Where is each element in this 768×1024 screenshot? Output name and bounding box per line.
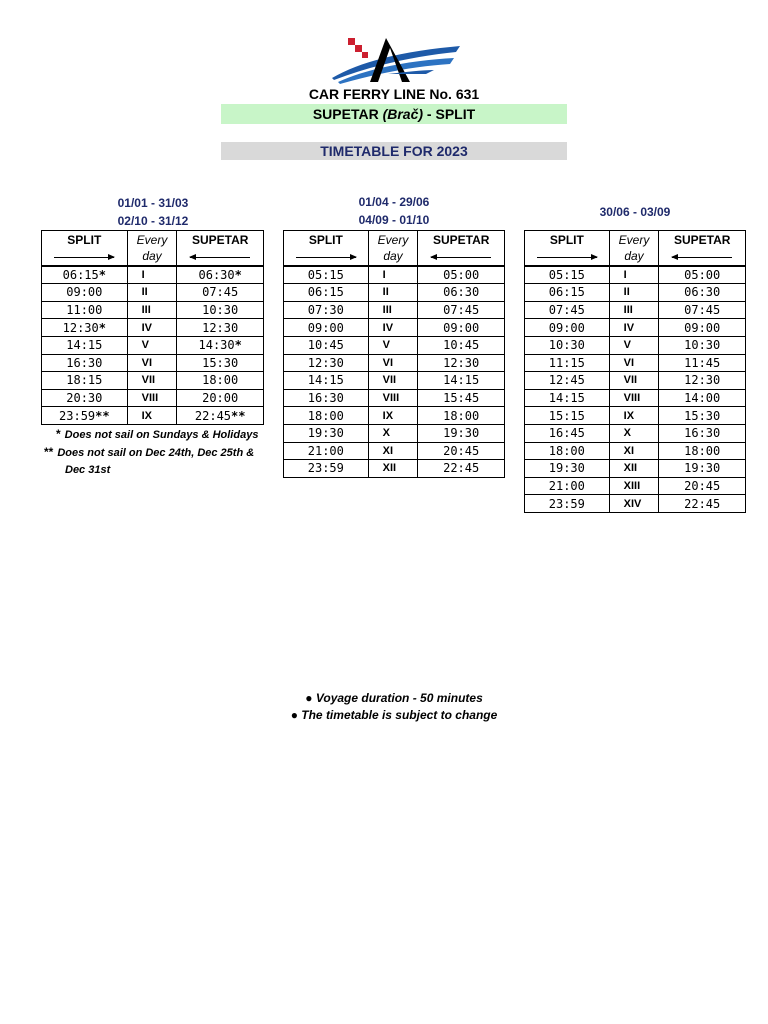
- table-row: [42, 372, 264, 390]
- voyage-number: VIII: [127, 389, 177, 407]
- table-row: [525, 407, 746, 425]
- split-time: 20:30: [42, 389, 128, 407]
- table-row: [284, 336, 505, 354]
- supetar-time: 18:00: [177, 372, 264, 390]
- voyage-number: V: [127, 336, 177, 354]
- split-time: 11:00: [42, 301, 128, 319]
- voyage-number: XIV: [609, 495, 659, 513]
- supetar-time: 10:45: [418, 336, 505, 354]
- voyage-number: XI: [368, 442, 418, 460]
- split-time: 23:59**: [42, 407, 128, 425]
- voyage-number: IX: [127, 407, 177, 425]
- timetable-period-3: [524, 230, 746, 513]
- table-row: [284, 372, 505, 390]
- supetar-time: 06:30*: [177, 266, 264, 284]
- table-row: [525, 301, 746, 319]
- voyage-number: IX: [609, 407, 659, 425]
- voyage-number: I: [368, 266, 418, 284]
- supetar-time: 06:30: [418, 284, 505, 302]
- footnote-text: Does not sail on Sundays & Holidays: [64, 429, 259, 441]
- supetar-time: 20:45: [418, 442, 505, 460]
- direction-left-arrow-icon: [177, 248, 264, 266]
- voyage-number: X: [368, 424, 418, 442]
- day-header: day: [127, 248, 177, 266]
- voyage-number: VIII: [368, 389, 418, 407]
- table-row: [284, 460, 505, 478]
- split-time: 12:30: [284, 354, 369, 372]
- route-italic: (Brač): [382, 106, 424, 122]
- split-time: 18:00: [525, 442, 610, 460]
- footnote-single-star: [56, 425, 276, 444]
- voyage-number: I: [609, 266, 659, 284]
- table-row: [284, 301, 505, 319]
- supetar-time: 05:00: [418, 266, 505, 284]
- table-row: [284, 442, 505, 460]
- period-2-label: [284, 193, 504, 229]
- split-time: 10:30: [525, 336, 610, 354]
- table-row: [284, 389, 505, 407]
- direction-right-arrow-icon: [284, 248, 369, 266]
- voyage-number: I: [127, 266, 177, 284]
- supetar-time: 18:00: [418, 407, 505, 425]
- voyage-number: V: [609, 336, 659, 354]
- split-time: 07:30: [284, 301, 369, 319]
- split-time: 16:30: [284, 389, 369, 407]
- table-row: [284, 354, 505, 372]
- footnote-mark: **: [231, 408, 246, 423]
- split-time: 14:15: [42, 336, 128, 354]
- split-time: 07:45: [525, 301, 610, 319]
- split-time: 14:15: [525, 389, 610, 407]
- voyage-number: IX: [368, 407, 418, 425]
- supetar-time: 16:30: [659, 424, 746, 442]
- footnote-mark: *: [234, 338, 242, 353]
- split-time: 05:15: [525, 266, 610, 284]
- timetable-period-1: [41, 230, 264, 425]
- split-time: 19:30: [525, 460, 610, 478]
- day-header: day: [368, 248, 418, 266]
- supetar-time: 15:30: [177, 354, 264, 372]
- supetar-time: 15:45: [418, 389, 505, 407]
- supetar-time: 12:30: [418, 354, 505, 372]
- supetar-time: 10:30: [177, 301, 264, 319]
- split-time: 06:15: [525, 284, 610, 302]
- voyage-number: XIII: [609, 477, 659, 495]
- split-time: 21:00: [525, 477, 610, 495]
- route-suffix: - SPLIT: [423, 106, 476, 122]
- timetable-period-2: [283, 230, 505, 478]
- supetar-time: 09:00: [659, 319, 746, 337]
- supetar-time: 19:30: [659, 460, 746, 478]
- table-row: [525, 354, 746, 372]
- voyage-number: VII: [127, 372, 177, 390]
- split-time: 23:59: [284, 460, 369, 478]
- split-time: 18:00: [284, 407, 369, 425]
- table-row: [525, 319, 746, 337]
- table-row: [525, 284, 746, 302]
- voyage-number: III: [127, 301, 177, 319]
- every-header: Every: [368, 231, 418, 249]
- route-title: [221, 104, 567, 124]
- supetar-time: 11:45: [659, 354, 746, 372]
- voyage-number: XI: [609, 442, 659, 460]
- split-time: 16:30: [42, 354, 128, 372]
- split-time: 09:00: [284, 319, 369, 337]
- supetar-time: 05:00: [659, 266, 746, 284]
- every-header: Every: [127, 231, 177, 249]
- supetar-time: 12:30: [659, 372, 746, 390]
- every-header: Every: [609, 231, 659, 249]
- split-time: 12:30*: [42, 319, 128, 337]
- footnote-text: Does not sail on Dec 24th, Dec 25th &: [57, 447, 255, 459]
- table-row: [42, 284, 264, 302]
- footnote-mark: *: [98, 320, 106, 335]
- voyage-number: II: [368, 284, 418, 302]
- supetar-time: 14:00: [659, 389, 746, 407]
- table-row: [42, 301, 264, 319]
- table-row: [525, 266, 746, 284]
- supetar-time: 15:30: [659, 407, 746, 425]
- supetar-time: 18:00: [659, 442, 746, 460]
- voyage-number: II: [127, 284, 177, 302]
- voyage-number: III: [368, 301, 418, 319]
- voyage-number: VIII: [609, 389, 659, 407]
- split-header: SPLIT: [42, 231, 128, 249]
- period-3-label: [524, 203, 746, 221]
- supetar-time: 07:45: [418, 301, 505, 319]
- footnote-double-star: [44, 443, 274, 462]
- voyage-duration-note: ● Voyage duration - 50 minutes: [305, 691, 483, 705]
- voyage-number: III: [609, 301, 659, 319]
- supetar-header: SUPETAR: [177, 231, 264, 249]
- route-prefix: SUPETAR: [312, 106, 383, 122]
- table-row: [42, 354, 264, 372]
- voyage-number: XII: [609, 460, 659, 478]
- supetar-time: 14:30*: [177, 336, 264, 354]
- supetar-time: 22:45**: [177, 407, 264, 425]
- split-time: 06:15: [284, 284, 369, 302]
- voyage-number: VII: [368, 372, 418, 390]
- supetar-time: 12:30: [177, 319, 264, 337]
- voyage-number: VI: [609, 354, 659, 372]
- supetar-time: 22:45: [418, 460, 505, 478]
- table-row: [525, 336, 746, 354]
- split-time: 14:15: [284, 372, 369, 390]
- table-row: [42, 336, 264, 354]
- supetar-time: 20:00: [177, 389, 264, 407]
- voyage-number: V: [368, 336, 418, 354]
- period-2-range-1: 01/04 - 29/06: [358, 195, 430, 209]
- table-row: [525, 372, 746, 390]
- period-1-range-2: 02/10 - 31/12: [117, 214, 189, 228]
- footnote-mark: *: [234, 267, 242, 282]
- table-row: [525, 460, 746, 478]
- split-time: 23:59: [525, 495, 610, 513]
- split-header: SPLIT: [525, 231, 610, 249]
- voyage-number: VII: [609, 372, 659, 390]
- voyage-number: X: [609, 424, 659, 442]
- split-time: 19:30: [284, 424, 369, 442]
- voyage-number: IV: [127, 319, 177, 337]
- ferry-line-title: CAR FERRY LINE No. 631: [308, 86, 480, 102]
- footer-notes: [200, 690, 588, 724]
- table-row: [42, 319, 264, 337]
- split-time: 09:00: [42, 284, 128, 302]
- day-header: day: [609, 248, 659, 266]
- direction-right-arrow-icon: [525, 248, 610, 266]
- supetar-time: 06:30: [659, 284, 746, 302]
- table-row: [284, 284, 505, 302]
- supetar-time: 09:00: [418, 319, 505, 337]
- supetar-time: 10:30: [659, 336, 746, 354]
- split-time: 12:45: [525, 372, 610, 390]
- voyage-number: VI: [127, 354, 177, 372]
- table-row: [284, 407, 505, 425]
- table-row: [284, 266, 505, 284]
- voyage-number: IV: [609, 319, 659, 337]
- table-row: [284, 424, 505, 442]
- split-header: SPLIT: [284, 231, 369, 249]
- table-row: [42, 266, 264, 284]
- split-time: 21:00: [284, 442, 369, 460]
- table-row: [284, 319, 505, 337]
- direction-right-arrow-icon: [42, 248, 128, 266]
- period-1-range-1: 01/01 - 31/03: [117, 196, 189, 210]
- table-row: [42, 389, 264, 407]
- table-row: [525, 389, 746, 407]
- voyage-number: IV: [368, 319, 418, 337]
- footnote-double-star-cont: Dec 31st: [65, 464, 111, 476]
- supetar-time: 22:45: [659, 495, 746, 513]
- split-time: 18:15: [42, 372, 128, 390]
- split-time: 06:15*: [42, 266, 128, 284]
- table-row: [525, 477, 746, 495]
- supetar-time: 14:15: [418, 372, 505, 390]
- split-time: 16:45: [525, 424, 610, 442]
- supetar-header: SUPETAR: [659, 231, 746, 249]
- supetar-time: 19:30: [418, 424, 505, 442]
- supetar-header: SUPETAR: [418, 231, 505, 249]
- period-1-label: [42, 194, 264, 230]
- voyage-number: XII: [368, 460, 418, 478]
- direction-left-arrow-icon: [418, 248, 505, 266]
- supetar-time: 07:45: [177, 284, 264, 302]
- table-row: [525, 442, 746, 460]
- footnote-mark: *: [98, 267, 106, 282]
- timetable-title: TIMETABLE FOR 2023: [221, 142, 567, 160]
- subject-to-change-note: ● The timetable is subject to change: [290, 708, 498, 722]
- ferry-company-logo-icon: [326, 28, 462, 86]
- split-time: 10:45: [284, 336, 369, 354]
- table-row: [525, 424, 746, 442]
- supetar-time: 20:45: [659, 477, 746, 495]
- supetar-time: 07:45: [659, 301, 746, 319]
- split-time: 15:15: [525, 407, 610, 425]
- split-time: 11:15: [525, 354, 610, 372]
- table-row: [42, 407, 264, 425]
- split-time: 09:00: [525, 319, 610, 337]
- voyage-number: VI: [368, 354, 418, 372]
- period-3-range-1: 30/06 - 03/09: [599, 205, 671, 219]
- footnote-mark: *: [56, 427, 61, 441]
- footnote-mark: **: [95, 408, 110, 423]
- table-row: [525, 495, 746, 513]
- direction-left-arrow-icon: [659, 248, 746, 266]
- voyage-number: II: [609, 284, 659, 302]
- footnote-mark: **: [44, 445, 54, 459]
- period-2-range-2: 04/09 - 01/10: [358, 213, 430, 227]
- split-time: 05:15: [284, 266, 369, 284]
